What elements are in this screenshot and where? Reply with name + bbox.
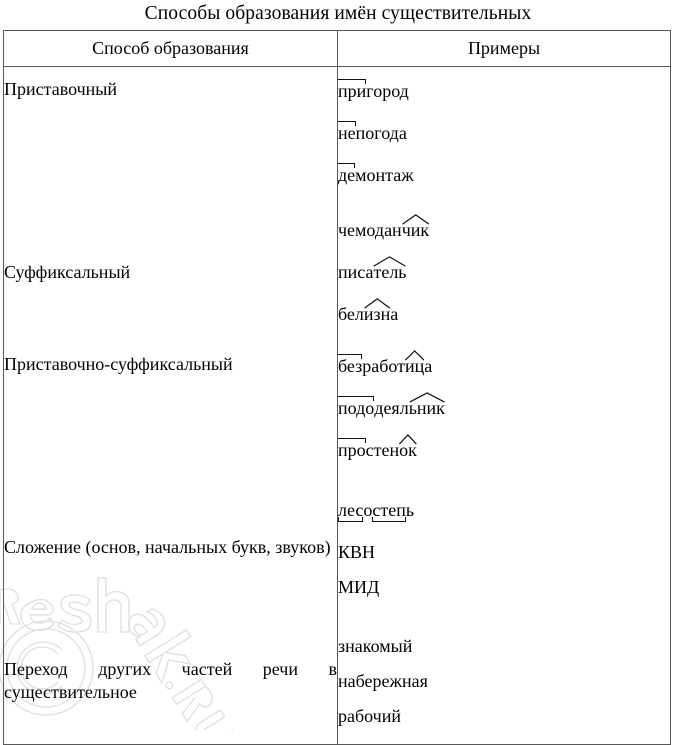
word-segment: ь bbox=[405, 499, 415, 520]
word-text bbox=[338, 393, 445, 423]
spacer bbox=[338, 287, 670, 299]
word-segment: а bbox=[390, 304, 399, 324]
method-cell bbox=[4, 204, 338, 341]
example-word bbox=[338, 666, 670, 695]
table-body bbox=[4, 67, 671, 745]
spacer bbox=[338, 423, 670, 435]
table-header-row bbox=[4, 31, 671, 67]
table-row bbox=[4, 341, 671, 478]
word-segment: город bbox=[366, 81, 409, 101]
spacer bbox=[338, 525, 670, 537]
word-text bbox=[338, 299, 398, 329]
table-row bbox=[4, 618, 671, 745]
examples-list bbox=[338, 631, 670, 730]
word-text bbox=[338, 257, 407, 287]
suffix-marker: ьник bbox=[409, 393, 445, 423]
examples-cell bbox=[338, 341, 671, 478]
example-word bbox=[338, 701, 670, 730]
word-segment: стен bbox=[365, 439, 400, 460]
word-text bbox=[338, 666, 428, 696]
example-word bbox=[338, 351, 670, 381]
examples-list bbox=[338, 215, 670, 329]
spacer bbox=[338, 245, 670, 257]
word-text bbox=[338, 76, 409, 106]
method-label: Приставочно-суффиксальный bbox=[4, 353, 233, 374]
word-text bbox=[338, 537, 375, 567]
suffix-marker: изн bbox=[364, 299, 390, 329]
word-segment: МИД bbox=[338, 576, 380, 597]
word-text bbox=[338, 160, 414, 190]
prefix-marker: де bbox=[338, 160, 355, 190]
column-header-method: Способ образования bbox=[4, 31, 338, 67]
word-text bbox=[338, 495, 414, 525]
example-word bbox=[338, 76, 670, 106]
word-segment: о bbox=[363, 499, 373, 520]
method-label: Приставочный bbox=[4, 79, 118, 99]
example-word bbox=[338, 160, 670, 190]
prefix-marker: при bbox=[338, 76, 366, 106]
caret-icon bbox=[399, 434, 417, 445]
word-segment: писа bbox=[338, 262, 374, 282]
word-segment: рабочий bbox=[338, 706, 401, 727]
spacer bbox=[338, 148, 670, 160]
word-segment: набережная bbox=[338, 671, 428, 692]
word-segment: бел bbox=[338, 304, 364, 324]
caret-icon bbox=[405, 350, 424, 361]
word-formation-table bbox=[3, 30, 671, 745]
examples-cell bbox=[338, 478, 671, 618]
word-segment: а bbox=[424, 355, 433, 376]
method-label: Сложение (основ, начальных букв, звуков) bbox=[4, 537, 331, 557]
caret-icon bbox=[373, 256, 406, 267]
word-segment: монтаж bbox=[355, 165, 414, 185]
caret-icon bbox=[364, 298, 390, 309]
word-text bbox=[338, 435, 417, 465]
example-word bbox=[338, 572, 670, 601]
method-cell bbox=[4, 478, 338, 618]
word-segment: погода bbox=[355, 123, 407, 143]
word-text bbox=[338, 701, 401, 731]
table-container bbox=[3, 30, 670, 727]
example-word bbox=[338, 537, 670, 566]
prefix-marker: подо bbox=[338, 393, 374, 423]
prefix-marker: про bbox=[338, 435, 366, 465]
example-word bbox=[338, 299, 670, 329]
suffix-marker: чик bbox=[402, 215, 429, 245]
spacer bbox=[338, 106, 670, 118]
page-title: Способы образования имён существительных bbox=[144, 3, 532, 24]
method-label: Суффиксальный bbox=[4, 261, 131, 282]
suffix-marker: ок bbox=[399, 435, 417, 465]
method-cell bbox=[4, 618, 338, 745]
table-row bbox=[4, 67, 671, 204]
example-word bbox=[338, 393, 670, 423]
word-segment: КВН bbox=[338, 541, 376, 562]
table-row bbox=[4, 204, 671, 341]
root-marker: лес bbox=[338, 495, 363, 525]
prefix-marker: не bbox=[338, 118, 356, 148]
spacer bbox=[338, 381, 670, 393]
column-header-examples: Примеры bbox=[338, 31, 671, 67]
method-cell bbox=[4, 341, 338, 478]
word-text bbox=[338, 118, 407, 148]
examples-cell bbox=[338, 204, 671, 341]
method-label: Переход других частей речи в существительное bbox=[4, 658, 337, 702]
example-word bbox=[338, 631, 670, 660]
caret-icon bbox=[409, 392, 445, 403]
suffix-marker: тель bbox=[373, 257, 406, 287]
prefix-marker: без bbox=[338, 351, 362, 381]
examples-cell bbox=[338, 618, 671, 745]
examples-list bbox=[338, 495, 670, 601]
word-segment: знакомый bbox=[338, 636, 413, 657]
example-word bbox=[338, 257, 670, 287]
word-text bbox=[338, 215, 429, 245]
example-word bbox=[338, 215, 670, 245]
example-word bbox=[338, 495, 670, 525]
example-word bbox=[338, 118, 670, 148]
word-segment: деял bbox=[374, 397, 409, 418]
root-marker: степ bbox=[372, 495, 405, 525]
examples-cell bbox=[338, 67, 671, 204]
caret-icon bbox=[402, 214, 429, 225]
word-text bbox=[338, 351, 432, 381]
example-word bbox=[338, 435, 670, 465]
table-row bbox=[4, 478, 671, 618]
word-text bbox=[338, 631, 412, 661]
suffix-marker: иц bbox=[405, 351, 424, 381]
word-segment: чемодан bbox=[338, 220, 402, 240]
examples-list bbox=[338, 351, 670, 465]
word-segment: работ bbox=[362, 355, 406, 376]
word-text bbox=[338, 572, 379, 602]
method-cell bbox=[4, 67, 338, 204]
examples-list bbox=[338, 76, 670, 190]
